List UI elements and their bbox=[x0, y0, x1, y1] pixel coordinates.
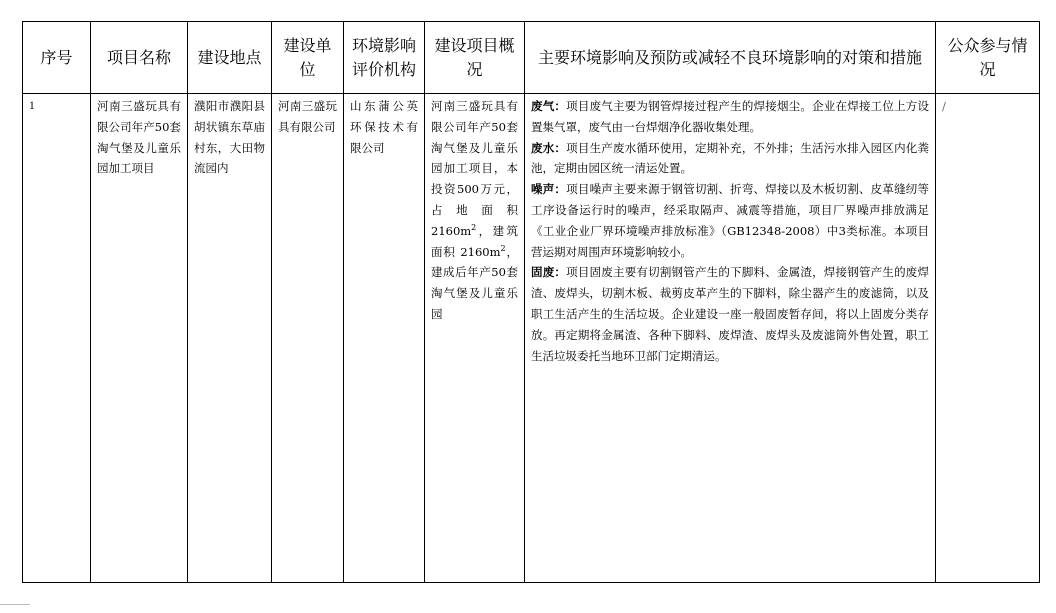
page-corner-mark bbox=[0, 604, 30, 605]
table-row bbox=[23, 94, 1040, 583]
solid-label: 固废： bbox=[531, 265, 567, 280]
area-superscript-2: 2 bbox=[500, 243, 506, 253]
cell-overview bbox=[425, 94, 525, 583]
header-builder: 建设单位 bbox=[272, 22, 344, 94]
eia-project-table bbox=[22, 21, 1040, 583]
header-eia-agency: 环境影响评价机构 bbox=[344, 22, 425, 94]
cell-no: 1 bbox=[23, 94, 91, 583]
measure-gas bbox=[531, 96, 929, 138]
measure-solid bbox=[531, 262, 929, 366]
header-project-name: 项目名称 bbox=[91, 22, 188, 94]
solid-text: 项目固废主要有切割钢管产生的下脚料、金属渣，焊接钢管产生的废焊渣、废焊头，切割木板、裁剪皮革产生的下脚料，除尘器产生的废滤筒，以及职工生活产生的生活垃圾。企业建设一座一般固废暂存间，将以上固废分类存放。再定期将金属渣、各种下脚料、废焊渣、废焊头及废滤筒外售处置，职工生活垃圾委托当地环卫部门定期清运。 bbox=[531, 265, 930, 363]
gas-text: 项目废气主要为钢管焊接过程产生的焊接烟尘。企业在焊接工位上方设置集气罩，废气由一台焊烟净化器收集处理。 bbox=[531, 99, 930, 134]
cell-location: 濮阳市濮阳县胡状镇东草庙村东，大田物流园内 bbox=[188, 94, 272, 583]
header-measures: 主要环境影响及预防或减轻不良环境影响的对策和措施 bbox=[525, 22, 936, 94]
noise-text: 项目噪声主要来源于钢管切割、折弯、焊接以及木板切割、皮革缝纫等工序设备运行时的噪声，经采取隔声、减震等措施，项目厂界噪声排放满足《工业企业厂界环境噪声排放标准》（GB12348-2008）中3类标准。本项目营运期对周围声环境影响较小。 bbox=[531, 182, 930, 259]
cell-project-name: 河南三盛玩具有限公司年产50套淘气堡及儿童乐园加工项目 bbox=[91, 94, 188, 583]
water-text: 项目生产废水循环使用，定期补充，不外排；生活污水排入园区内化粪池，定期由园区统一清运处置。 bbox=[531, 140, 930, 176]
measure-water bbox=[531, 138, 929, 180]
overview-text-1: 河南三盛玩具有限公司年产50套淘气堡及儿童乐园加工项目，本投资500万元，占地面积 2160m bbox=[431, 99, 518, 238]
noise-label: 噪声： bbox=[531, 182, 567, 197]
cell-public: / bbox=[936, 94, 1040, 583]
header-location: 建设地点 bbox=[188, 22, 272, 94]
measure-noise bbox=[531, 179, 929, 262]
header-public: 公众参与情况 bbox=[936, 22, 1040, 94]
cell-measures bbox=[525, 94, 936, 583]
overview-text-3: ，建成后年产50套淘气堡及儿童乐园 bbox=[431, 244, 519, 321]
gas-label: 废气： bbox=[531, 99, 567, 113]
cell-builder: 河南三盛玩具有限公司 bbox=[272, 94, 344, 583]
water-label: 废水： bbox=[531, 140, 567, 155]
overview-text-2: ，建筑面积 2160m bbox=[431, 223, 518, 259]
cell-eia-agency: 山东蒲公英环保技术有限公司 bbox=[344, 94, 425, 583]
area-superscript-1: 2 bbox=[471, 222, 477, 232]
header-overview: 建设项目概况 bbox=[425, 22, 525, 94]
header-row bbox=[23, 22, 1040, 94]
header-no: 序号 bbox=[23, 22, 91, 94]
